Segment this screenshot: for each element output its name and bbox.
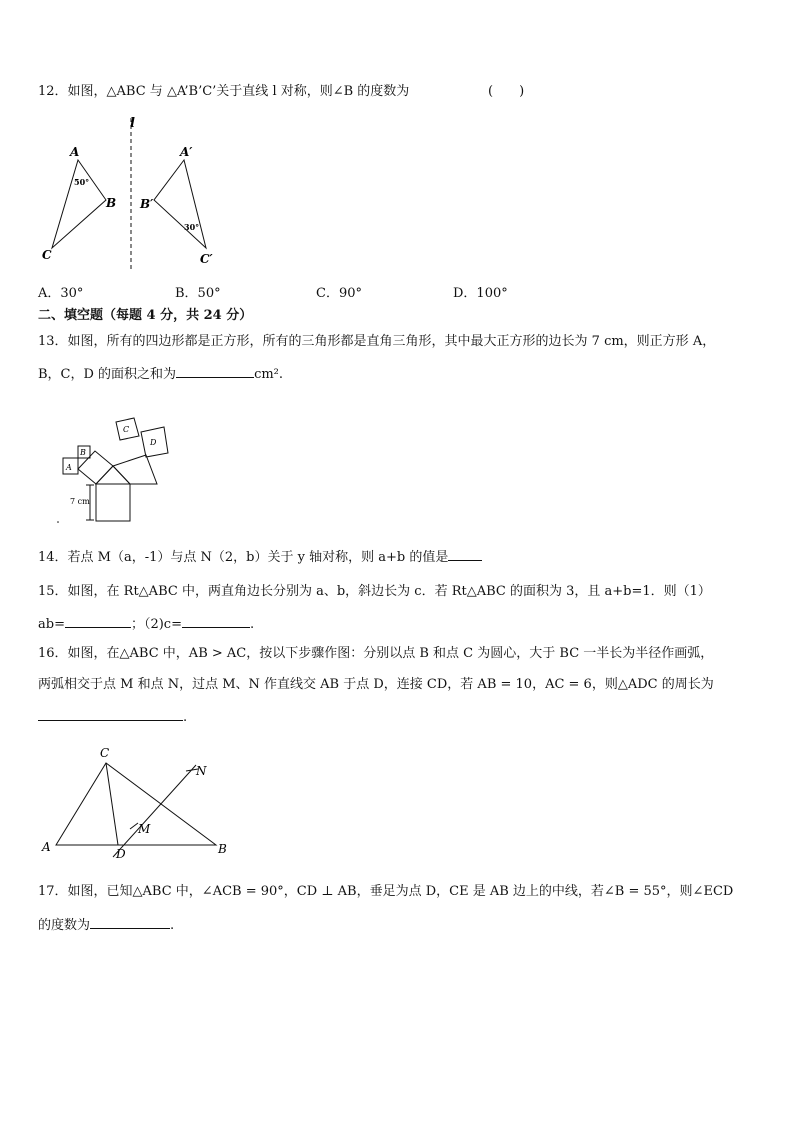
angle-c-prime-label: 30° <box>184 222 200 232</box>
q13-answer-blank <box>176 364 254 378</box>
label-b: B <box>218 842 227 856</box>
square-large <box>96 484 130 521</box>
label-a: A <box>42 840 51 854</box>
square-b-label: B <box>80 448 86 457</box>
label-c: C <box>42 248 52 262</box>
angle-a-label: 50° <box>74 177 90 187</box>
q13-line1: 13．如图，所有的四边形都是正方形，所有的三角形都是直角三角形，其中最大正方形的边长为 7 cm，则正方形 A， <box>38 334 716 349</box>
segment-cd <box>106 763 118 845</box>
label-a-prime: A′ <box>180 145 193 159</box>
q12-option-c: C．90° <box>316 286 362 301</box>
q16-line2: 两弧相交于点 M 和点 N，过点 M、N 作直线交 AB 于点 D，连接 CD，若 AB = 10，AC = 6，则△ADC 的周长为 <box>38 677 714 692</box>
q16-answer-blank <box>38 707 183 721</box>
triangle-abc <box>52 160 106 248</box>
label-a: A <box>70 145 80 159</box>
q13-figure <box>50 412 190 527</box>
q15-end: . <box>250 617 255 632</box>
square-right <box>113 455 157 484</box>
triangle-abc <box>56 763 216 845</box>
q17-line1: 17．如图，已知△ABC 中，∠ACB = 90°，CD ⊥ AB，垂足为点 D，CE 是 AB 边上的中线，若∠B = 55°，则∠ECD <box>38 884 734 899</box>
q17-line2 <box>38 915 174 935</box>
label-n: N <box>196 764 207 778</box>
q16-line3 <box>38 707 187 727</box>
label-c: C <box>100 746 110 760</box>
q15-line2 <box>38 614 254 634</box>
q15-separator: ；（2)c= <box>130 617 182 632</box>
triangle-a2b2c2 <box>154 160 206 248</box>
q12-figure <box>30 112 230 277</box>
q14-answer-blank <box>448 547 482 561</box>
label-c-prime: C′ <box>200 252 213 266</box>
square-d-label: D <box>150 438 157 447</box>
q14-stem <box>38 547 482 567</box>
q15-line1: 15．如图，在 Rt△ABC 中，两直角边长分别为 a、b，斜边长为 c．若 Rt△ABC 的面积为 3，且 a+b=1．则（1） <box>38 584 711 599</box>
triangle-mid <box>96 466 130 484</box>
label-m: M <box>138 822 151 836</box>
section-2-title: 二、填空题（每题 4 分，共 24 分） <box>38 308 253 323</box>
label-b: B <box>106 196 117 210</box>
q16-end: . <box>183 710 188 725</box>
q16-figure <box>38 745 238 860</box>
q15-c-blank <box>182 614 250 628</box>
label-d: D <box>116 847 126 861</box>
q12-number: 12． <box>38 84 68 99</box>
q17-end: . <box>170 918 175 933</box>
q17-line2-pre: 的度数为 <box>38 918 91 933</box>
square-c-label: C <box>123 425 130 434</box>
q13-line2 <box>38 364 283 384</box>
symmetry-line-label: l <box>130 116 135 131</box>
dimension-label: 7 cm <box>70 497 90 506</box>
arc-mark-m <box>130 823 138 829</box>
label-b-prime: B′ <box>140 197 154 211</box>
square-a-label: A <box>66 463 72 472</box>
q17-answer-blank <box>90 915 170 929</box>
q12-option-b: B．50° <box>175 286 221 301</box>
q15-ab-label: ab= <box>38 617 65 632</box>
stray-dot <box>57 521 59 523</box>
perpendicular-bisector <box>113 765 196 857</box>
q16-line1: 16．如图，在△ABC 中，AB > AC，按以下步骤作图：分别以点 B 和点 C 为圆心，大于 BC 一半长为半径作画弧， <box>38 646 714 661</box>
q13-line2-pre: B，C，D 的面积之和为 <box>38 367 177 382</box>
q12-option-a: A．30° <box>38 286 84 301</box>
q12-stem <box>38 83 409 101</box>
q13-line2-post: cm². <box>254 367 284 382</box>
q12-option-d: D．100° <box>453 286 508 301</box>
q15-ab-blank <box>65 614 131 628</box>
q12-answer-paren: ( ) <box>488 84 525 99</box>
q14-text: 14．若点 M（a，-1）与点 N（2，b）关于 y 轴对称，则 a+b 的值是 <box>38 550 449 565</box>
q12-text: 如图，△ABC 与 △A’B’C’关于直线 l 对称，则∠B 的度数为 <box>67 84 410 99</box>
